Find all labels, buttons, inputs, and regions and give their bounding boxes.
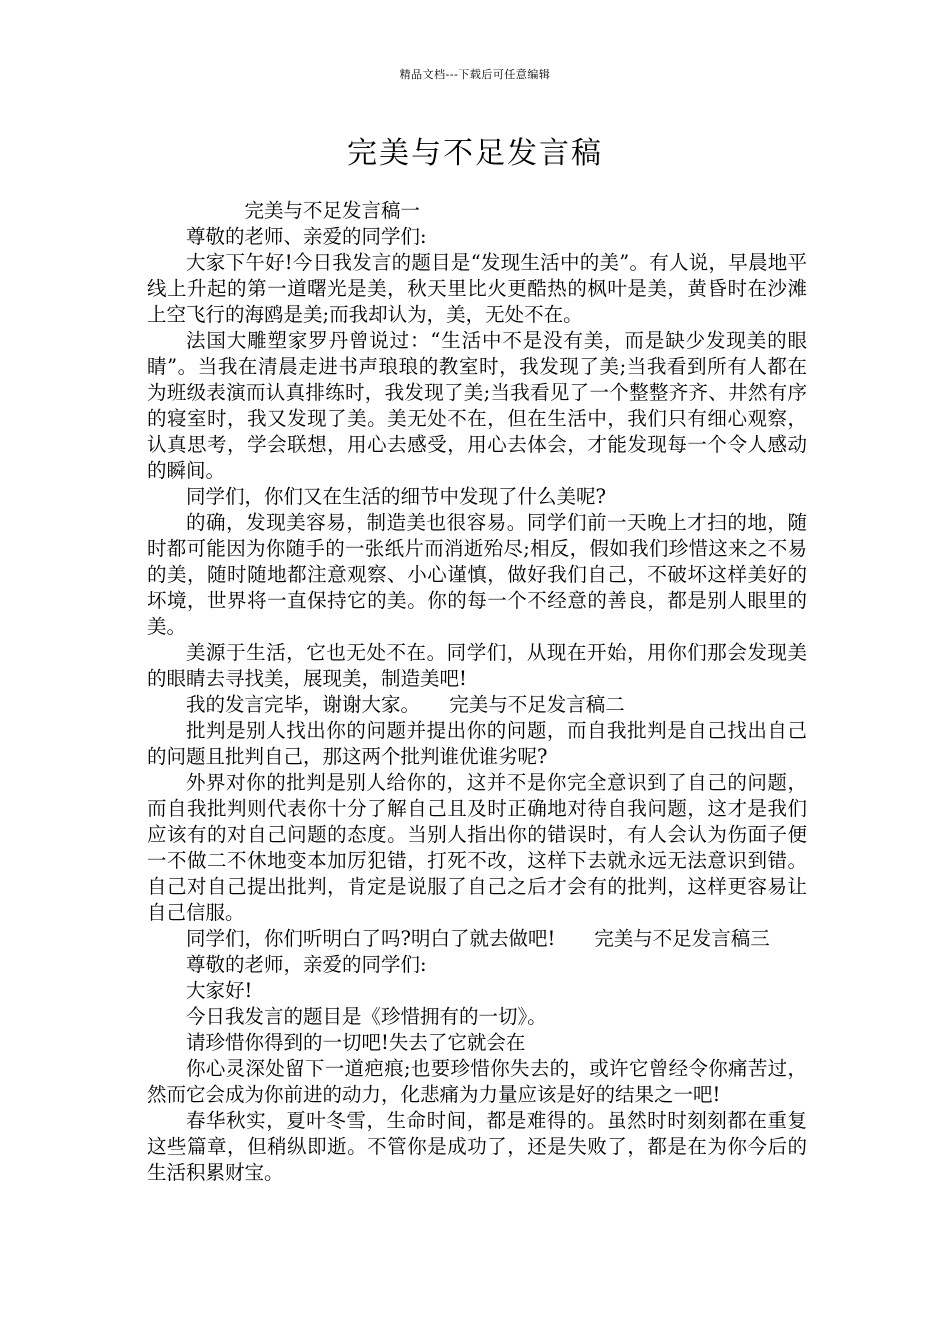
paragraph: 批判是别人找出你的问题并提出你的问题，而自我批判是自己找出自己的问题且批判自己，那这两个批判谁优谁劣呢? bbox=[147, 719, 807, 768]
paragraph: 请珍惜你得到的一切吧!失去了它就会在 bbox=[186, 1031, 526, 1054]
document-title: 完美与不足发言稿 bbox=[347, 136, 603, 171]
paragraph: 你心灵深处留下一道疤痕;也要珍惜你失去的，或许它曾经令你痛苦过，然而它会成为你前进的动力，化悲痛为力量应该是好的结果之一吧! bbox=[147, 1057, 807, 1106]
paragraph: 同学们，你们听明白了吗?明白了就去做吧! 完美与不足发言稿三 bbox=[186, 927, 770, 950]
paragraph: 大家好! bbox=[186, 979, 253, 1002]
paragraph: 今日我发言的题目是《珍惜拥有的一切》。 bbox=[186, 1005, 547, 1028]
paragraph: 外界对你的批判是别人给你的，这并不是你完全意识到了自己的问题，而自我批判则代表你十分了解自己且及时正确地对待自我问题，这才是我们应该有的对自己问题的态度。当别人指出你的错误时，有人会认为伤面子便一不做二不休地变本加厉犯错，打死不改，这样下去就永远无法意识到错。自己对自己提出批判，肯定是说服了自己之后才会有的批判，这样更容易让自己信服。 bbox=[147, 771, 807, 924]
paragraph: 春华秋实，夏叶冬雪，生命时间，都是难得的。虽然时时刻刻都在重复这些篇章，但稍纵即逝。不管你是成功了，还是失败了，都是在为你今后的生活积累财宝。 bbox=[147, 1109, 807, 1184]
paragraph: 尊敬的老师，亲爱的同学们: bbox=[186, 953, 427, 976]
paragraph: 大家下午好!今日我发言的题目是“发现生活中的美”。有人说，早晨地平线上升起的第一道曙光是美，秋天里比火更酷热的枫叶是美，黄昏时在沙滩上空飞行的海鸥是美;而我却认为，美，无处不在。 bbox=[147, 251, 807, 326]
paragraph: 同学们，你们又在生活的细节中发现了什么美呢? bbox=[186, 485, 606, 508]
paragraph: 尊敬的老师、亲爱的同学们: bbox=[186, 225, 427, 248]
document-body bbox=[147, 198, 807, 1186]
paragraph: 法国大雕塑家罗丹曾说过：“生活中不是没有美，而是缺少发现美的眼睛”。当我在清晨走进书声琅琅的教室时，我发现了美;当我看到所有人都在为班级表演而认真排练时，我发现了美;当我看见了一个整整齐齐、井然有序的寝室时，我又发现了美。美无处不在，但在生活中，我们只有细心观察，认真思考，学会联想，用心去感受，用心去体会，才能发现每一个令人感动的瞬间。 bbox=[147, 329, 807, 482]
paragraph: 的确，发现美容易，制造美也很容易。同学们前一天晚上才扫的地，随时都可能因为你随手的一张纸片而消逝殆尽;相反，假如我们珍惜这来之不易的美，随时随地都注意观察、小心谨慎，做好我们自己，不破坏这样美好的坏境，世界将一直保持它的美。你的每一个不经意的善良，都是别人眼里的美。 bbox=[147, 511, 807, 638]
section-heading-1: 完美与不足发言稿一 bbox=[244, 199, 421, 222]
paragraph: 美源于生活，它也无处不在。同学们，从现在开始，用你们那会发现美的眼睛去寻找美，展现美，制造美吧! bbox=[147, 641, 807, 690]
header-note: 精品文档---下载后可任意编辑 bbox=[399, 68, 551, 81]
paragraph: 我的发言完毕，谢谢大家。 完美与不足发言稿二 bbox=[186, 693, 625, 716]
